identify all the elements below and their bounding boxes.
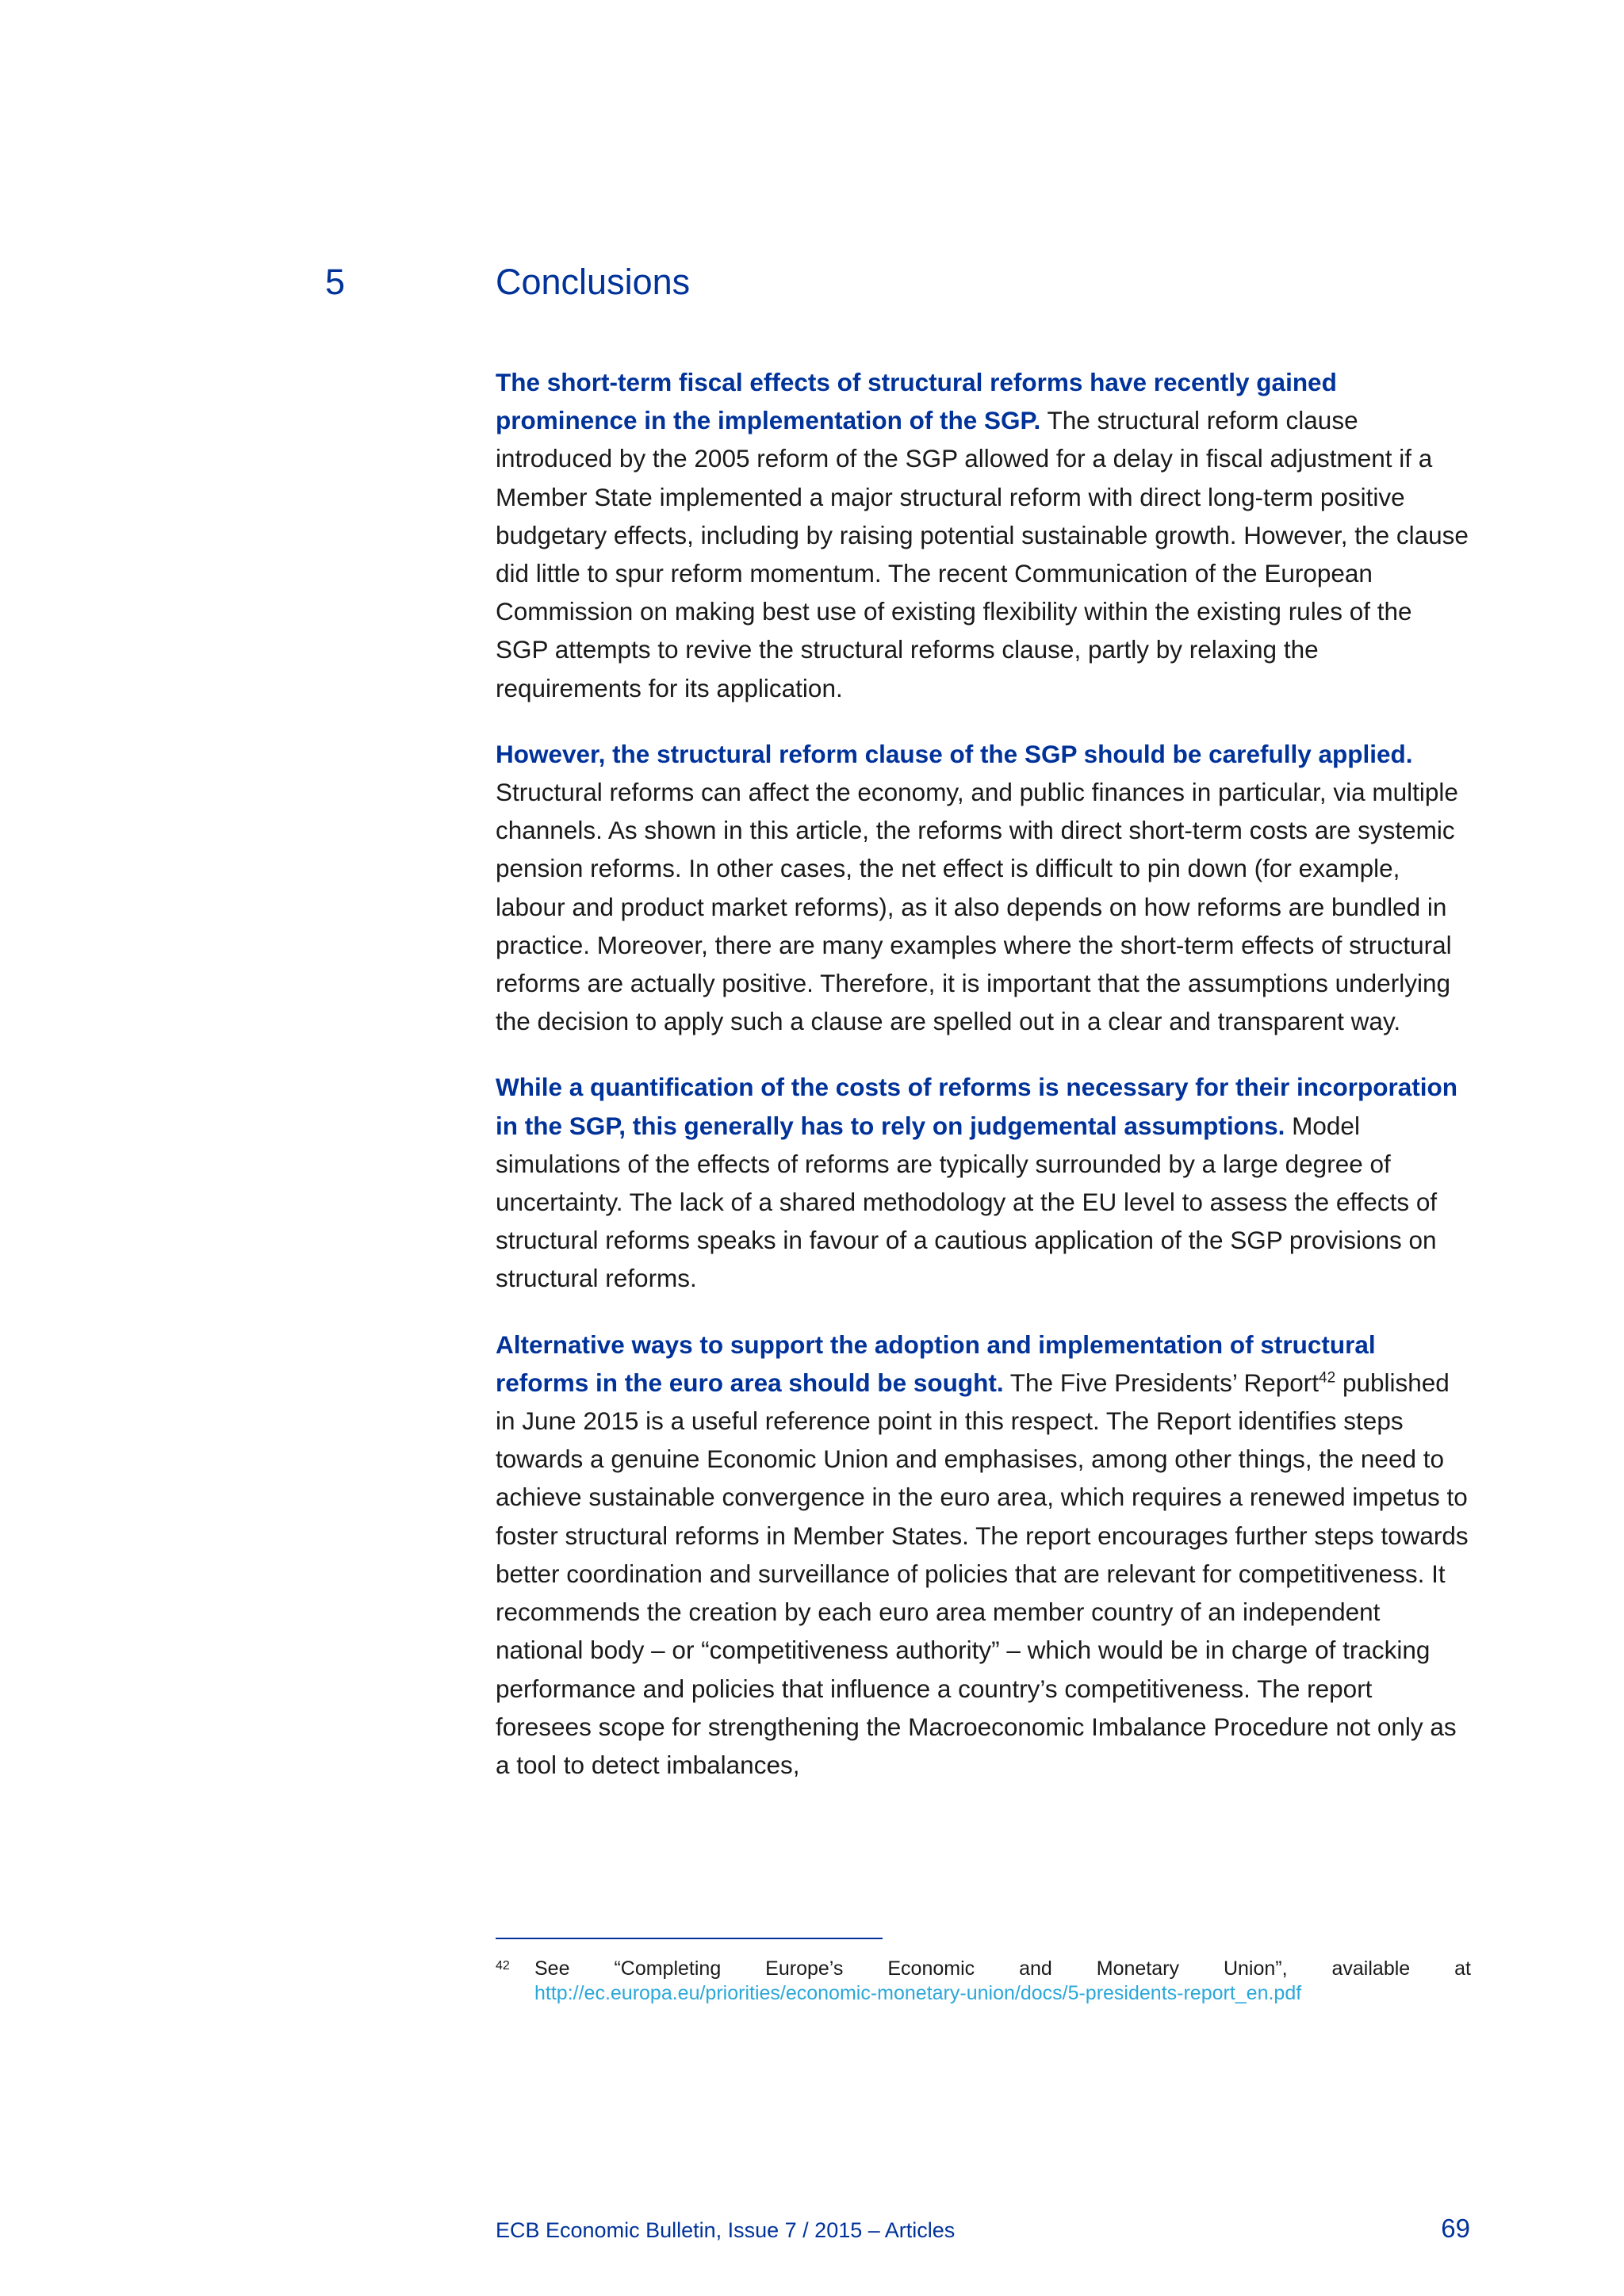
footnote-reference[interactable]: 42 bbox=[1319, 1369, 1336, 1387]
article-body bbox=[496, 363, 1471, 1812]
paragraph-text: Structural reforms can affect the economy, and public finances in particular, via multiple channels. As shown in this article, the reforms with direct short-term costs are systemic pension reforms. In other cases, the net effect is difficult to pin down (for example, labour and product market reforms), as it also depends on how reforms are bundled in practice. Moreover, there are many examples where the short-term effects of structural reforms are actually positive. Therefore, it is important that the assumptions underlying the decision to apply such a clause are spelled out in a clear and transparent way. bbox=[496, 778, 1458, 1036]
paragraph-lead: While a quantification of the costs of reforms is necessary for their incorporation in the SGP, this generally has to rely on judgemental assumptions. bbox=[496, 1073, 1457, 1140]
footnote-divider bbox=[496, 1938, 883, 1939]
footer-publication: ECB Economic Bulletin, Issue 7 / 2015 – Articles bbox=[496, 2218, 956, 2242]
paragraph-text: Model simulations of the effects of reforms are typically surrounded by a large degree of uncertainty. The lack of a shared methodology at the EU level to assess the effects of structural reforms speaks in favour of a cautious application of the SGP provisions on structural reforms. bbox=[496, 1111, 1438, 1293]
section-number: 5 bbox=[325, 262, 346, 302]
footnote bbox=[496, 1957, 1471, 2006]
page-number: 69 bbox=[1441, 2214, 1470, 2243]
paragraph-text: published in June 2015 is a useful reference point in this respect. The Report identifies steps towards a genuine Economic Union and emphasises, among other things, the need to achieve sustainable convergence in the euro area, which requires a renewed impetus to foster structural reforms in Member States. The report encourages further steps towards better coordination and surveillance of policies that are relevant for competitiveness. It recommends the creation by each euro area member country of an independent national body – or “competitiveness authority” – which would be in charge of tracking performance and policies that influence a country’s competitiveness. The report foresees scope for strengthening the Macroeconomic Imbalance Procedure not only as a tool to detect imbalances, bbox=[496, 1368, 1469, 1779]
paragraph-text: The structural reform clause introduced by the 2005 reform of the SGP allowed for a delay in fiscal adjustment if a Member State implemented a major structural reform with direct long-term positive budgetary effects, including by raising potential sustainable growth. However, the clause did little to spur reform momentum. The recent Communication of the European Commission on making best use of existing flexibility within the existing rules of the SGP attempts to revive the structural reforms clause, partly by relaxing the requirements for its application. bbox=[496, 406, 1469, 702]
paragraph-lead: Alternative ways to support the adoption and implementation of structural reforms in the euro area should be sought. bbox=[496, 1330, 1376, 1397]
paragraph bbox=[496, 1068, 1471, 1297]
paragraph bbox=[496, 735, 1471, 1041]
footnote-number: 42 bbox=[496, 1959, 510, 1973]
paragraph-lead: The short-term fiscal effects of structural reforms have recently gained prominence in the implementation of the SGP. bbox=[496, 368, 1337, 435]
paragraph bbox=[496, 363, 1471, 707]
section-title: Conclusions bbox=[496, 262, 691, 302]
footnote-body: See “Completing Europe’s Economic and Monetary Union”, available at bbox=[534, 1957, 1471, 1980]
footnote-text bbox=[534, 1957, 1471, 2006]
paragraph bbox=[496, 1326, 1471, 1784]
paragraph-lead: However, the structural reform clause of the SGP should be carefully applied. bbox=[496, 739, 1413, 768]
paragraph-text: The Five Presidents’ Report bbox=[1003, 1368, 1320, 1397]
footnote-link[interactable]: http://ec.europa.eu/priorities/economic-monetary-union/docs/5-presidents-report_en.pdf bbox=[534, 1982, 1302, 2004]
